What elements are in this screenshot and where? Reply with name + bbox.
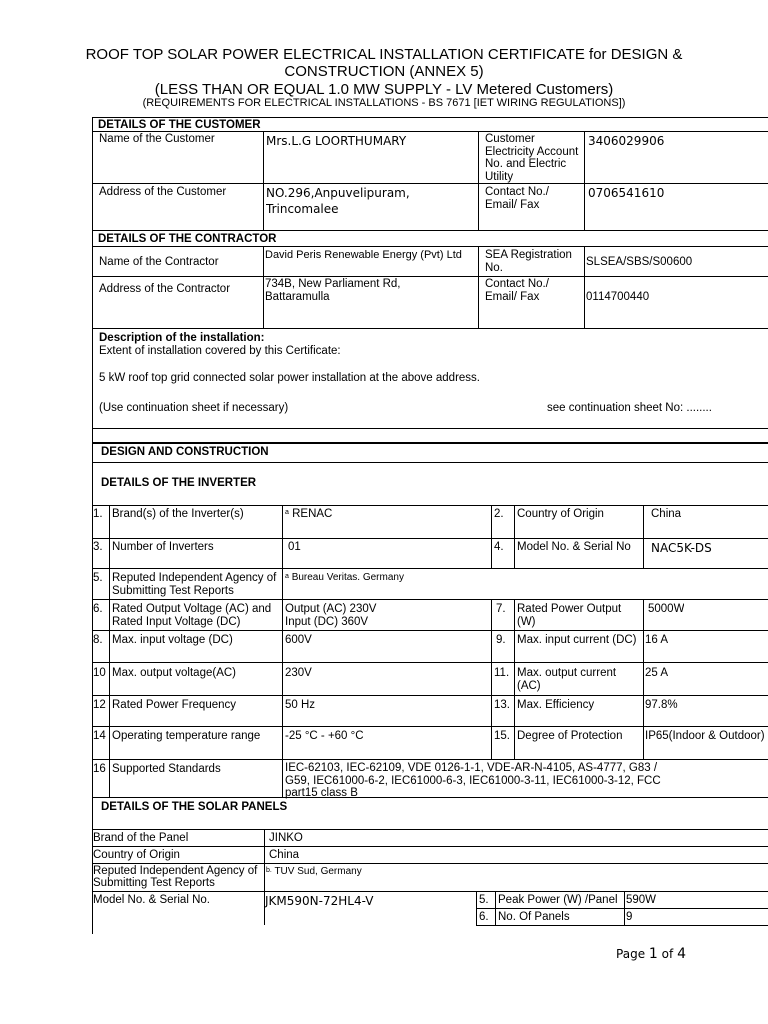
panel-model-value: JKM590N-72HL4-V (265, 894, 374, 908)
inverter-row-num: 11. (494, 667, 510, 679)
customer-name-label: Name of the Customer (99, 133, 215, 145)
panel-country-value: China (269, 849, 300, 861)
inverter-brand-value: RENAC (292, 508, 333, 520)
contractor-address-value: 734B, New Parliament Rd, Battaramulla (265, 278, 401, 303)
list-marker: a (285, 573, 289, 580)
inverter-row-num: 8. (93, 634, 103, 646)
inverter-brand-label: Brand(s) of the Inverter(s) (112, 508, 244, 520)
max-output-current-label: Max. output current (AC) (517, 667, 617, 692)
list-marker: b. (266, 867, 272, 874)
account-value: 3406029906 (588, 134, 665, 148)
inverter-row-num: 13. (494, 699, 510, 711)
panel-country-label: Country of Origin (93, 849, 180, 861)
max-input-current-value: 16 A (645, 634, 669, 646)
inverter-count-value: 01 (288, 541, 301, 553)
installation-extent: Extent of installation covered by this Certificate: (99, 345, 341, 357)
inverter-row-num: 1. (93, 508, 103, 520)
inverter-count-label: Number of Inverters (112, 541, 214, 553)
installation-heading: Description of the installation: (99, 332, 265, 344)
protection-value: IP65(Indoor & Outdoor) (645, 730, 765, 742)
temperature-range-value: -25 °C - +60 °C (285, 730, 364, 742)
peak-power-value: 590W (626, 894, 657, 906)
inverter-row-num: 3. (93, 541, 103, 553)
peak-power-label: Peak Power (W) /Panel (498, 894, 618, 906)
customer-contact-value: 0706541610 (588, 186, 665, 200)
contractor-address-label: Address of the Contractor (99, 283, 231, 295)
inverter-row-num: 15. (494, 730, 510, 742)
model-serial-value: NAC5K-DS (651, 541, 712, 555)
inverter-row-num: 12 (93, 699, 106, 711)
rated-power-value: 5000W (648, 603, 685, 615)
max-output-voltage-label: Max. output voltage(AC) (112, 667, 237, 679)
continuation-note: (Use continuation sheet if necessary) (99, 402, 289, 414)
design-section-title: DESIGN AND CONSTRUCTION (101, 446, 269, 458)
inverter-row-num: 4. (494, 541, 504, 553)
test-agency-value: Bureau Veritas. Germany (291, 572, 404, 583)
sea-label: SEA Registration No. (485, 249, 572, 274)
standards-value: IEC-62103, IEC-62109, VDE 0126-1-1, VDE-AR-N-4105, AS-4777, G83 / G59, IEC61000-6-2, IEC61000-6-3, IEC61000-3-11, IEC61000-3-12, FCC part15 class B (285, 762, 661, 799)
max-output-current-value: 25 A (645, 667, 669, 679)
panel-brand-value: JINKO (269, 832, 303, 844)
max-input-voltage-label: Max. input voltage (DC) (112, 634, 233, 646)
contractor-section-title: DETAILS OF THE CONTRACTOR (98, 233, 277, 245)
customer-address-label: Address of the Customer (99, 186, 227, 198)
frequency-label: Rated Power Frequency (112, 699, 237, 711)
country-origin-value: China (651, 508, 682, 520)
list-marker: a (285, 509, 289, 516)
panel-row-num: 6. (479, 911, 489, 923)
max-output-voltage-value: 230V (285, 667, 312, 679)
customer-address-value: NO.296,Anpuvelipuram, Trincomalee (266, 186, 410, 216)
temperature-range-label: Operating temperature range (112, 730, 261, 742)
contractor-contact-value: 0114700440 (586, 291, 650, 303)
continuation-ref: see continuation sheet No: ........ (547, 402, 712, 414)
model-serial-label: Model No. & Serial No (517, 541, 631, 553)
inverter-row-num: 10 (93, 667, 106, 679)
panel-count-label: No. Of Panels (498, 911, 570, 923)
max-input-current-label: Max. input current (DC) (517, 634, 637, 646)
panels-section-title: DETAILS OF THE SOLAR PANELS (101, 801, 288, 813)
page-number: Page 1 of 4 (616, 946, 686, 962)
contractor-name-label: Name of the Contractor (99, 256, 219, 268)
customer-section-title: DETAILS OF THE CUSTOMER (98, 119, 261, 131)
sea-value: SLSEA/SBS/S00600 (586, 256, 693, 268)
contractor-name-value: David Peris Renewable Energy (Pvt) Ltd (265, 249, 462, 261)
inverter-row-num: 5. (93, 572, 103, 584)
customer-name-value: Mrs.L.G LOORTHUMARY (266, 134, 407, 148)
rated-voltage-label: Rated Output Voltage (AC) and Rated Input Voltage (DC) (112, 603, 272, 628)
inverter-row-num: 2. (494, 508, 504, 520)
frequency-value: 50 Hz (285, 699, 316, 711)
inverter-row-num: 14 (93, 730, 106, 742)
rated-voltage-value: Output (AC) 230V Input (DC) 360V (285, 603, 377, 628)
panel-agency-value: TUV Sud, Germany (274, 866, 362, 877)
standards-label: Supported Standards (112, 763, 221, 775)
rated-power-label: Rated Power Output (W) (517, 603, 622, 628)
inverter-row-num: 9. (496, 634, 506, 646)
customer-contact-label: Contact No./ Email/ Fax (485, 186, 549, 211)
panel-model-label: Model No. & Serial No. (93, 894, 210, 906)
efficiency-label: Max. Efficiency (517, 699, 595, 711)
inverter-row-num: 16 (93, 763, 106, 775)
country-origin-label: Country of Origin (517, 508, 604, 520)
panel-agency-label: Reputed Independent Agency of Submitting Test Reports (93, 865, 258, 889)
panel-row-num: 5. (479, 894, 489, 906)
efficiency-value: 97.8% (645, 699, 678, 711)
test-agency-label: Reputed Independent Agency of Submitting Test Reports (112, 572, 277, 597)
panel-brand-label: Brand of the Panel (93, 832, 189, 844)
certificate-subtitle: (REQUIREMENTS FOR ELECTRICAL INSTALLATIONS - BS 7671 [IET WIRING REGULATIONS]) (142, 97, 626, 109)
certificate-scope: (LESS THAN OR EQUAL 1.0 MW SUPPLY - LV Metered Customers) (154, 81, 614, 98)
panel-count-value: 9 (626, 911, 633, 923)
inverter-row-num: 7. (496, 603, 506, 615)
protection-label: Degree of Protection (517, 730, 623, 742)
inverter-section-title: DETAILS OF THE INVERTER (101, 477, 257, 489)
installation-description: 5 kW roof top grid connected solar power installation at the above address. (99, 372, 480, 384)
max-input-voltage-value: 600V (285, 634, 312, 646)
certificate-title: ROOF TOP SOLAR POWER ELECTRICAL INSTALLATION CERTIFICATE for DESIGN & CONSTRUCTION (ANNEX 5) (85, 46, 683, 80)
contractor-contact-label: Contact No./ Email/ Fax (485, 278, 549, 303)
inverter-row-num: 6. (93, 603, 103, 615)
account-label: Customer Electricity Account No. and Electric Utility (485, 133, 579, 183)
